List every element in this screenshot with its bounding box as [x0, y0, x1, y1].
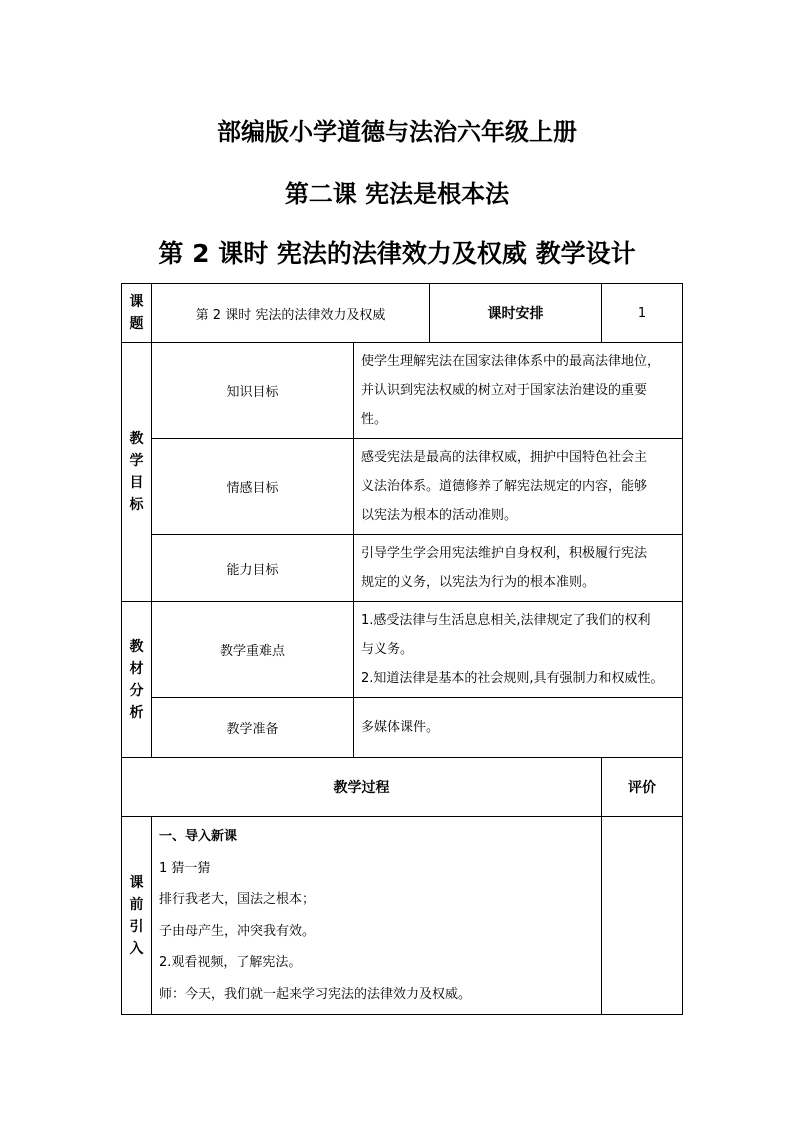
ability-goal-row: [122, 535, 683, 602]
material-analysis-label: 教 材 分 析: [122, 602, 152, 758]
intro-line: 子由母产生，冲突我有效。: [159, 923, 316, 939]
intro-line: 排行我老大，国法之根本；: [159, 892, 316, 907]
intro-line: 师：今天，我们就一起来学习宪法的法律效力及权威。: [159, 986, 472, 1002]
prep-label: 教学准备: [152, 698, 354, 758]
lesson-title: 第二课 宪法是根本法: [284, 180, 510, 208]
emotion-goal-row: [122, 439, 683, 535]
teaching-goals-label: 教 学 目 标: [122, 343, 152, 602]
schedule-label: 课时安排: [430, 284, 602, 343]
schedule-value: 1: [602, 284, 683, 343]
topic-row: [122, 284, 683, 343]
book-title: 部编版小学道德与法治六年级上册: [217, 118, 577, 146]
intro-line: 1 猜一猜: [159, 860, 211, 876]
intro-evaluation-cell: [602, 817, 683, 1015]
intro-line: 2.观看视频，了解宪法。: [159, 955, 302, 970]
period-title: 第 2 课时 宪法的法律效力及权威 教学设计: [158, 239, 636, 268]
process-header-row: [122, 758, 683, 817]
pre-class-intro-label: 课 前 引 入: [122, 817, 152, 1015]
knowledge-goal-label: 知识目标: [152, 343, 354, 439]
prep-row: [122, 698, 683, 758]
knowledge-goal-row: [122, 343, 683, 439]
prep-text: 多媒体课件。: [354, 698, 683, 758]
topic-value: 第 2 课时 宪法的法律效力及权威: [152, 284, 430, 343]
emotion-goal-text: 感受宪法是最高的法律权威，拥护中国特色社会主 义法治体系。道德修养了解宪法规定的内容，能够 以宪法为根本的活动准则。: [354, 439, 683, 535]
knowledge-goal-text: 使学生理解宪法在国家法律体系中的最高法律地位， 并认识到宪法权威的树立对于国家法治建设的重要 性。: [354, 343, 683, 439]
lesson-plan-table: [121, 283, 683, 1015]
emotion-goal-label: 情感目标: [152, 439, 354, 535]
evaluation-header: 评价: [602, 758, 683, 817]
key-points-text: 1.感受法律与生活息息相关,法律规定了我们的权利 与义务。 2.知道法律是基本的社会规则,具有强制力和权威性。: [354, 602, 683, 698]
key-points-row: [122, 602, 683, 698]
intro-heading: 一、导入新课: [159, 829, 238, 844]
topic-label: 课 题: [122, 284, 152, 343]
intro-row: [122, 817, 683, 1015]
process-header: 教学过程: [122, 758, 602, 817]
key-points-label: 教学重难点: [152, 602, 354, 698]
intro-content: [152, 817, 602, 1015]
ability-goal-text: 引导学生学会用宪法维护自身权利，积极履行宪法 规定的义务，以宪法为行为的根本准则。: [354, 535, 683, 602]
ability-goal-label: 能力目标: [152, 535, 354, 602]
